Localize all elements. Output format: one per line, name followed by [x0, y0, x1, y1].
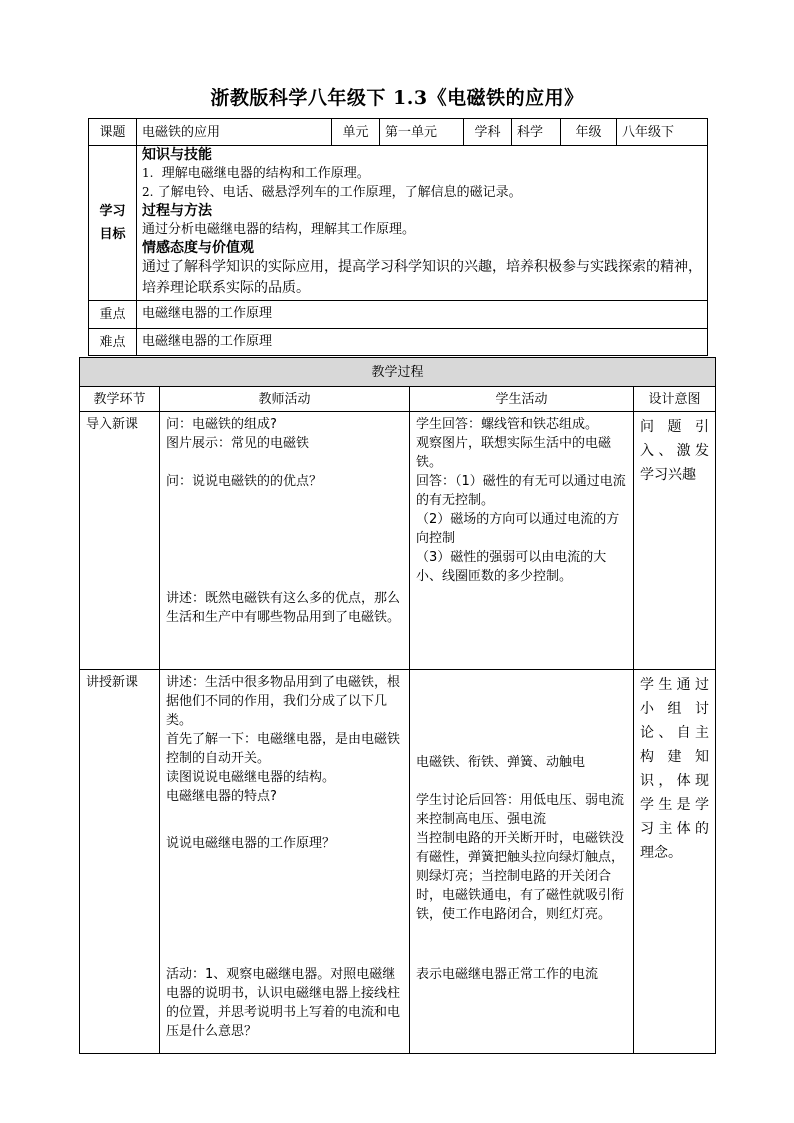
unit-value: 第一单元: [380, 119, 464, 146]
difficulty-label: 难点: [89, 329, 137, 356]
student-activity-new: [410, 670, 634, 1054]
process-heading: 过程与方法: [142, 203, 212, 219]
unit-label: 单元: [332, 119, 380, 146]
student-line: （2）磁场的方向可以通过电流的方向控制: [416, 512, 620, 546]
teacher-line: 说说电磁继电器的工作原理？: [166, 836, 336, 851]
stage-intro: 导入新课: [80, 412, 160, 670]
objectives-label: [89, 146, 137, 301]
table-row: [80, 670, 716, 1054]
student-line: 观察图片，联想实际生活中的电磁铁。: [416, 436, 612, 470]
topic-value: 电磁铁的应用: [137, 119, 332, 146]
header-teacher: 教师活动: [160, 387, 410, 412]
process-banner: 教学过程: [80, 358, 716, 387]
objectives-label-line-2: 目标: [99, 227, 126, 242]
header-stage: 教学环节: [80, 387, 160, 412]
header-student: 学生活动: [410, 387, 634, 412]
topic-label: 课题: [89, 119, 137, 146]
teacher-line: 讲述：既然电磁铁有这么多的优点，那么生活和生产中有哪些物品用到了电磁铁。: [166, 591, 401, 625]
subject-value: 科学: [512, 119, 561, 146]
attitude-text: 通过了解科学知识的实际应用，提高学习科学知识的兴趣，培养积极参与实践探索的精神，培养理论联系实际的品质。: [142, 259, 702, 296]
student-activity-intro: [410, 412, 634, 670]
teacher-line: 首先了解一下：电磁继电器，是由电磁铁控制的自动开关。: [166, 732, 401, 766]
attitude-heading: 情感态度与价值观: [142, 240, 254, 256]
teacher-line: 电磁继电器的特点?: [166, 789, 277, 804]
student-line: 学生讨论后回答：用低电压、弱电流来控制高电压、强电流: [416, 793, 625, 827]
header-intent: 设计意图: [634, 387, 716, 412]
teacher-line: 问：电磁铁的组成?: [166, 417, 277, 432]
grade-value: 八年级下: [617, 119, 708, 146]
teacher-line: 问：说说电磁铁的的优点？: [166, 474, 323, 489]
student-line: 表示电磁继电器正常工作的电流: [416, 967, 599, 982]
objectives-label-line-1: 学习: [99, 204, 126, 219]
student-line: （3）磁性的强弱可以由电流的大小、线圈匝数的多少控制。: [416, 550, 607, 584]
stage-new-lesson: 讲授新课: [80, 670, 160, 1054]
difficulty-value: 电磁继电器的工作原理: [137, 329, 708, 356]
intent-intro: 问题引入、激发学习兴趣: [634, 412, 716, 670]
intent-new: 学生通过小组讨论、自主构建知识，体现学生是学习主体的理念。: [634, 670, 716, 1054]
course-info-table: [88, 118, 708, 356]
knowledge-item-2: 2. 了解电铃、电话、磁悬浮列车的工作原理，了解信息的磁记录。: [142, 185, 522, 200]
teacher-line: 活动：1、观察电磁继电器。对照电磁继电器的说明书，认识电磁继电器上接线柱的位置，并思考说明书上写着的电流和电压是什么意思？: [166, 967, 401, 1039]
objectives-content: [137, 146, 708, 301]
teacher-line: 读图说说电磁继电器的结构。: [166, 770, 336, 785]
knowledge-heading: 知识与技能: [142, 147, 212, 163]
process-text: 通过分析电磁继电器的结构，理解其工作原理。: [142, 222, 416, 237]
knowledge-item-1: 1. 理解电磁继电器的结构和工作原理。: [142, 166, 370, 181]
student-line: 学生回答：螺线管和铁芯组成。: [416, 417, 599, 432]
key-value: 电磁继电器的工作原理: [137, 301, 708, 329]
student-line: 电磁铁、衔铁、弹簧、动触电: [416, 755, 586, 770]
teacher-activity-new: [160, 670, 410, 1054]
student-line: 回答：（1）磁性的有无可以通过电流的有无控制。: [416, 474, 626, 508]
teacher-line: 讲述：生活中很多物品用到了电磁铁，根据他们不同的作用，我们分成了以下几类。: [166, 675, 401, 728]
student-line: 当控制电路的开关断开时，电磁铁没有磁性，弹簧把触头拉向绿灯触点，则绿灯亮；当控制电路的开关闭合时，电磁铁通电，有了磁性就吸引衔铁，使工作电路闭合，则红灯亮。: [416, 831, 625, 922]
table-row: [80, 412, 716, 670]
teacher-line: 图片展示：常见的电磁铁: [166, 436, 310, 451]
teacher-activity-intro: [160, 412, 410, 670]
subject-label: 学科: [464, 119, 512, 146]
key-label: 重点: [89, 301, 137, 329]
teaching-process-table: [79, 357, 716, 1054]
page-title: 浙教版科学八年级下 1.3《电磁铁的应用》: [210, 87, 584, 109]
grade-label: 年级: [561, 119, 617, 146]
